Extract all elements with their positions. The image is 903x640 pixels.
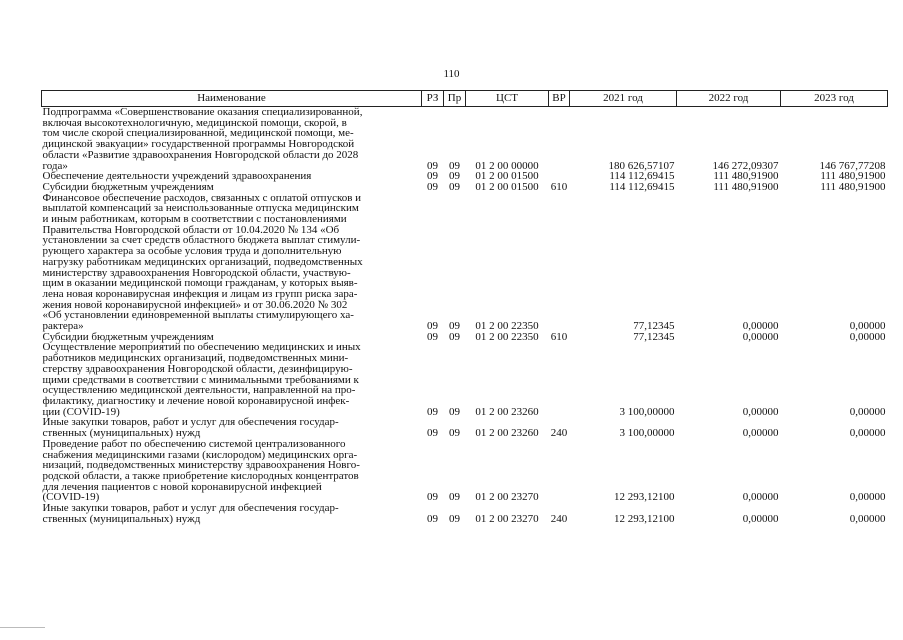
row-cst: 01 2 00 23270 bbox=[475, 512, 539, 525]
row-2023: 111 480,91900 bbox=[820, 180, 886, 193]
column-header-cst: ЦСТ bbox=[466, 91, 549, 107]
row-2021: 77,12345 bbox=[633, 330, 675, 343]
row-pr: 09 bbox=[449, 405, 460, 418]
table-row bbox=[42, 342, 888, 417]
column-header-vr: ВР bbox=[549, 91, 570, 107]
row-2022: 0,00000 bbox=[742, 491, 779, 504]
column-header-2023: 2023 год bbox=[781, 91, 888, 107]
row-cst: 01 2 00 00000 bbox=[475, 159, 539, 172]
row-2021: 12 293,12100 bbox=[614, 512, 675, 525]
row-vr: 610 bbox=[550, 330, 568, 343]
row-vr bbox=[549, 439, 570, 503]
row-2021: 3 100,00000 bbox=[619, 405, 675, 418]
table-header-row bbox=[42, 91, 888, 107]
row-2023: 0,00000 bbox=[849, 405, 886, 418]
row-2023: 111 480,91900 bbox=[820, 170, 886, 183]
row-name: Иные закупки товаров, работ и услуг для обеспечения государ- ственных (муниципальных) нужд bbox=[42, 416, 339, 440]
row-cst: 01 2 00 23260 bbox=[475, 405, 539, 418]
row-rz: 09 bbox=[427, 427, 438, 440]
row-pr: 09 bbox=[449, 512, 460, 525]
row-name: Финансовое обеспечение расходов, связанных с оплатой отпусков и выплатой компенсаций за неиспользованные отпуска медицинским и иным работникам, которым в соответствии с постановлениями Правительства Новгородской области от 10.04.2020 № 134 «Об установлении за счет средств областного бюджета выплат стимули- рующего характера за особые условия труда и дополнительную нагрузку работникам медицинских организаций, подведомственных министерству здравоохранения Новгородской области, участвую- щим в оказании медицинской помощи гражданам, у которых выяв- лена новая коронавирусная инфекция и лицам из групп риска зара- жения новой коронавирусной инфекцией» и от 30.06.2020 № 302 «Об установлении единовременной выплаты стимулирующего ха- рактера» bbox=[42, 191, 363, 333]
row-2023: 146 767,77208 bbox=[819, 159, 886, 172]
column-header-pr: Пр bbox=[444, 91, 466, 107]
row-2022: 0,00000 bbox=[742, 427, 779, 440]
row-rz: 09 bbox=[427, 320, 438, 333]
table-row bbox=[42, 193, 888, 332]
row-2023: 0,00000 bbox=[849, 512, 886, 525]
row-2021: 114 112,69415 bbox=[609, 170, 675, 183]
row-name: Подпрограмма «Совершенствование оказания специализированной, включая высокотехнологичную, медицинской помощи, скорой, в том числе скорой специализированной, медицинской помощи, ме- дицинской эвакуации» государственной программы Новгородской области «Развитие здравоохранения Новгородской области до 2028 года» bbox=[42, 106, 363, 172]
row-vr bbox=[549, 107, 570, 172]
row-2023: 0,00000 bbox=[849, 491, 886, 504]
row-2021: 3 100,00000 bbox=[619, 427, 675, 440]
row-vr bbox=[549, 342, 570, 417]
page-edge-rule bbox=[0, 627, 45, 628]
table-row bbox=[42, 503, 888, 524]
row-cst: 01 2 00 22350 bbox=[475, 330, 539, 343]
row-pr: 09 bbox=[449, 159, 460, 172]
table-row bbox=[42, 107, 888, 172]
row-2021: 114 112,69415 bbox=[609, 180, 675, 193]
row-2022: 0,00000 bbox=[742, 320, 779, 333]
table-row bbox=[42, 439, 888, 503]
row-rz: 09 bbox=[427, 159, 438, 172]
row-2022: 111 480,91900 bbox=[713, 180, 779, 193]
row-rz: 09 bbox=[427, 330, 438, 343]
row-rz: 09 bbox=[427, 491, 438, 504]
row-2021: 77,12345 bbox=[633, 320, 675, 333]
row-rz: 09 bbox=[427, 405, 438, 418]
row-2022: 146 272,09307 bbox=[712, 159, 779, 172]
row-2022: 0,00000 bbox=[742, 512, 779, 525]
row-vr: 610 bbox=[550, 180, 568, 193]
row-cst: 01 2 00 23260 bbox=[475, 427, 539, 440]
row-pr: 09 bbox=[449, 320, 460, 333]
row-rz: 09 bbox=[427, 512, 438, 525]
row-pr: 09 bbox=[449, 170, 460, 183]
page-number: 110 bbox=[443, 68, 460, 80]
column-header-name: Наименование bbox=[42, 91, 422, 107]
row-2023: 0,00000 bbox=[849, 330, 886, 343]
row-vr bbox=[549, 193, 570, 332]
row-pr: 09 bbox=[449, 427, 460, 440]
row-name: Иные закупки товаров, работ и услуг для обеспечения государ- ственных (муниципальных) нужд bbox=[42, 502, 339, 525]
row-name: Осуществление мероприятий по обеспечению медицинских и иных работников медицинских организаций, подведомственных мини- стерству здравоохранения Новгородской области, дезинфицирую- щими средствами в соответствии с минимальными требованиями к осуществлению медицинской деятельности, направленной на про- филактику, диагностику и лечение новой коронавирусной инфек- ции (COVID-19) bbox=[42, 341, 361, 418]
row-2022: 0,00000 bbox=[742, 405, 779, 418]
row-name: Проведение работ по обеспечению системой централизованного снабжения медицинскими газами (кислородом) медицинских орга- низаций, подведомственных министерству здравоохранения Новго- родской области, а также приобретение кислородных концентратов для лечения пациентов с новой коронавирусной инфекцией (COVID-19) bbox=[42, 437, 360, 504]
row-2022: 111 480,91900 bbox=[713, 170, 779, 183]
row-cst: 01 2 00 01500 bbox=[475, 180, 539, 193]
row-2023: 0,00000 bbox=[849, 320, 886, 333]
row-2021: 12 293,12100 bbox=[614, 491, 675, 504]
row-cst: 01 2 00 23270 bbox=[475, 491, 539, 504]
row-pr: 09 bbox=[449, 180, 460, 193]
budget-table bbox=[41, 90, 888, 524]
row-rz: 09 bbox=[427, 180, 438, 193]
column-header-2022: 2022 год bbox=[677, 91, 781, 107]
row-name: Обеспечение деятельности учреждений здравоохранения bbox=[42, 170, 312, 183]
row-vr: 240 bbox=[550, 427, 568, 440]
column-header-rz: РЗ bbox=[422, 91, 444, 107]
row-pr: 09 bbox=[449, 491, 460, 504]
table-row bbox=[42, 417, 888, 438]
column-header-2021: 2021 год bbox=[570, 91, 677, 107]
row-vr: 240 bbox=[550, 512, 568, 525]
row-cst: 01 2 00 01500 bbox=[475, 170, 539, 183]
row-rz: 09 bbox=[427, 170, 438, 183]
row-pr: 09 bbox=[449, 330, 460, 343]
row-name: Субсидии бюджетным учреждениям bbox=[42, 180, 214, 193]
row-name: Субсидии бюджетным учреждениям bbox=[42, 330, 214, 343]
row-cst: 01 2 00 22350 bbox=[475, 320, 539, 333]
row-2023: 0,00000 bbox=[849, 427, 886, 440]
row-2022: 0,00000 bbox=[742, 330, 779, 343]
row-2021: 180 626,57107 bbox=[608, 159, 675, 172]
